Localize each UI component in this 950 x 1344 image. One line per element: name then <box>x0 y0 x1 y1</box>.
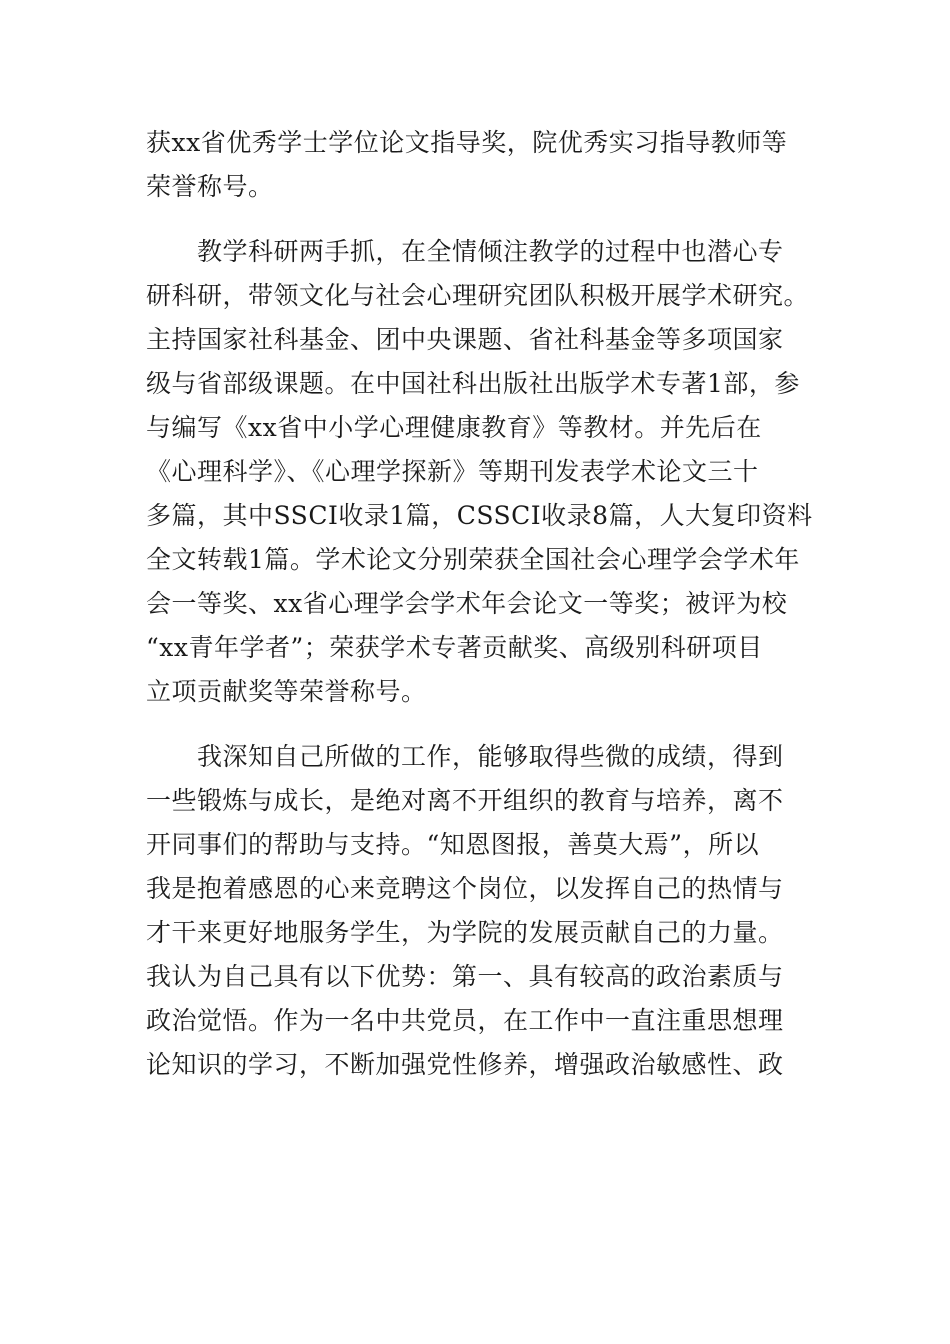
paragraph-gap <box>146 714 816 735</box>
text-line: 《心理科学》、《心理学探新》等期刊发表学术论文三十 <box>146 457 759 486</box>
paragraph-gap <box>146 209 816 230</box>
text-line: 政治觉悟。作为一名中共党员，在工作中一直注重思想理 <box>146 1006 784 1035</box>
text-line: 我是抱着感恩的心来竞聘这个岗位，以发挥自己的热情与 <box>146 874 784 903</box>
text-line: 多篇，其中SSCI收录1篇，CSSCI收录8篇，人大复印资料 <box>146 501 813 530</box>
text-line: 级与省部级课题。在中国社科出版社出版学术专著1部，参 <box>146 369 800 398</box>
text-line: 才干来更好地服务学生，为学院的发展贡献自己的力量。 <box>146 918 784 947</box>
text-line: 立项贡献奖等荣誉称号。 <box>146 677 427 706</box>
text-line: 与编写《xx省中小学心理健康教育》等教材。并先后在 <box>146 413 762 442</box>
text-line: 教学科研两手抓，在全情倾注教学的过程中也潜心专 <box>146 237 784 266</box>
text-line: 荣誉称号。 <box>146 172 274 201</box>
text-line: 开同事们的帮助与支持。“知恩图报，善莫大焉”，所以 <box>146 830 760 859</box>
text-line: 全文转载1篇。学术论文分别荣获全国社会心理学会学术年 <box>146 545 800 574</box>
text-line: 一些锻炼与成长，是绝对离不开组织的教育与培养，离不 <box>146 786 784 815</box>
text-line: 论知识的学习，不断加强党性修养，增强政治敏感性、政 <box>146 1050 784 1079</box>
document-body <box>146 121 816 1087</box>
text-line: 我认为自己具有以下优势：第一、具有较高的政治素质与 <box>146 962 784 991</box>
text-line: 研科研，带领文化与社会心理研究团队积极开展学术研究。 <box>146 281 810 310</box>
text-line: “xx青年学者”；荣获学术专著贡献奖、高级别科研项目 <box>146 633 763 662</box>
text-line: 获xx省优秀学士学位论文指导奖，院优秀实习指导教师等 <box>146 128 788 157</box>
text-line: 我深知自己所做的工作，能够取得些微的成绩，得到 <box>146 742 784 771</box>
text-line: 主持国家社科基金、团中央课题、省社科基金等多项国家 <box>146 325 784 354</box>
text-line: 会一等奖、xx省心理学会学术年会论文一等奖；被评为校 <box>146 589 788 618</box>
